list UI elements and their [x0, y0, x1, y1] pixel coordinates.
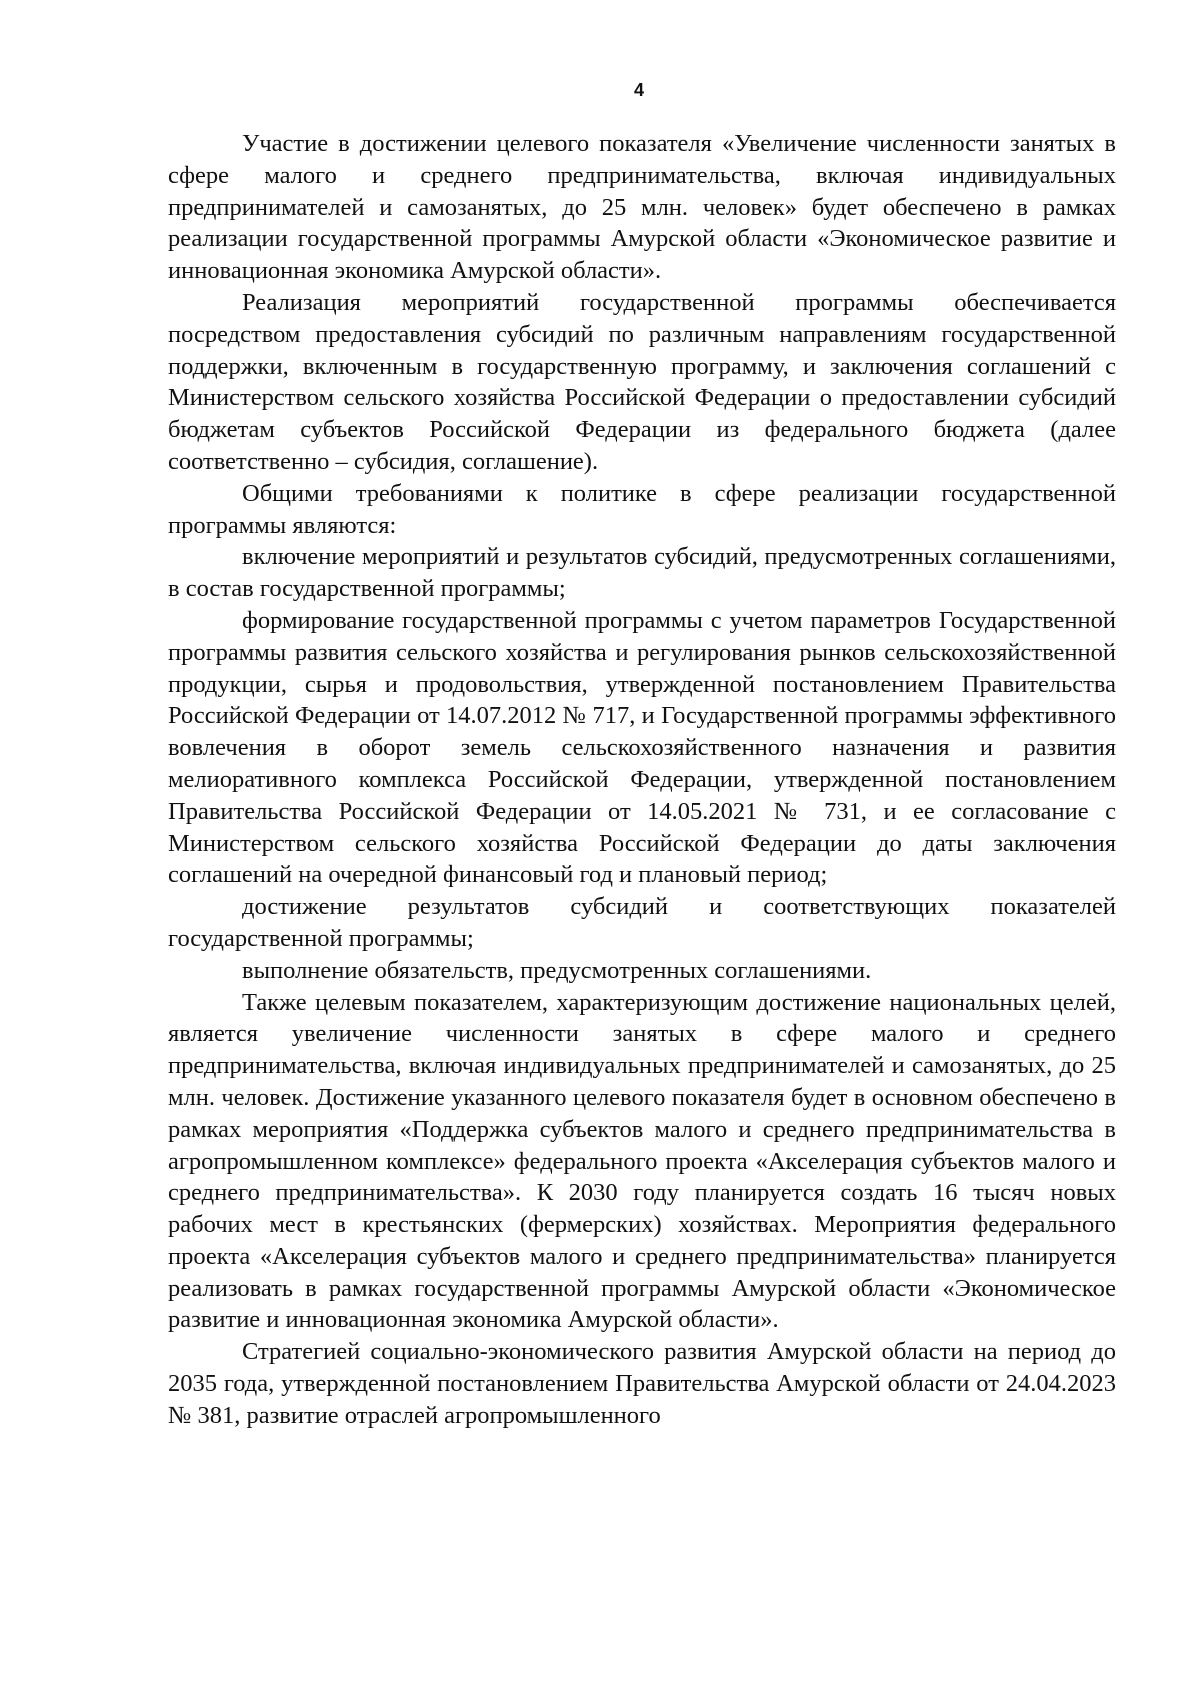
document-body	[168, 128, 1116, 1432]
paragraph-strategy: Стратегией социально-экономического развития Амурской области на период до 2035 года, утвержденной постановлением Правительства Амурской области от 24.04.2023 № 381, развитие отраслей агропромышленного	[168, 1338, 1116, 1429]
paragraph-general-requirements: Общими требованиями к политике в сфере реализации государственной программы являются:	[168, 479, 1116, 539]
list-item-formation: формирование государственной программы с учетом параметров Государственной программы развития сельского хозяйства и регулирования рынков сельскохозяйственной продукции, сырья и продовольствия, утвержденной постановлением Правительства Российской Федерации от 14.07.2012 № 717, и Государственной программы эффективного вовлечения в оборот земель сельскохозяйственного назначения и развития мелиоративного комплекса Российской Федерации, утвержденной постановлением Правительства Российской Федерации от 14.05.2021 № 731, и ее согласование с Министерством сельского хозяйства Российской Федерации до даты заключения соглашений на очередной финансовый год и плановый период;	[168, 606, 1116, 889]
page-number: 4	[633, 80, 644, 100]
paragraph-national-goals: Также целевым показателем, характеризующим достижение национальных целей, является увеличение численности занятых в сфере малого и среднего предпринимательства, включая индивидуальных предпринимателей и самозанятых, до 25 млн. человек. Достижение указанного целевого показателя будет в основном обеспечено в рамках мероприятия «Поддержка субъектов малого и среднего предпринимательства в агропромышленном комплексе» федерального проекта «Акселерация субъектов малого и среднего предпринимательства». К 2030 году планируется создать 16 тысяч новых рабочих мест в крестьянских (фермерских) хозяйствах. Мероприятия федерального проекта «Акселерация субъектов малого и среднего предпринимательства» планируется реализовать в рамках государственной программы Амурской области «Экономическое развитие и инновационная экономика Амурской области».	[168, 988, 1116, 1334]
list-item-inclusion: включение мероприятий и результатов субсидий, предусмотренных соглашениями, в состав государственной программы;	[168, 543, 1116, 603]
list-item-achievement: достижение результатов субсидий и соответствующих показателей государственной программы;	[168, 893, 1116, 952]
paragraph-program-implementation: Реализация мероприятий государственной программы обеспечивается посредством предоставления субсидий по различным направлениям государственной поддержки, включенным в государственную программу, и заключения соглашений с Министерством сельского хозяйства Российской Федерации о предоставлении субсидий бюджетам субъектов Российской Федерации из федерального бюджета (далее соответственно – субсидия, соглашение).	[168, 288, 1116, 475]
paragraph-target-indicator: Участие в достижении целевого показателя «Увеличение численности занятых в сфере малого и среднего предпринимательства, включая индивидуальных предпринимателей и самозанятых, до 25 млн. человек» будет обеспечено в рамках реализации государственной программы Амурской области «Экономическое развитие и инновационная экономика Амурской области».	[168, 130, 1116, 285]
list-item-obligations: выполнение обязательств, предусмотренных соглашениями.	[242, 956, 872, 984]
